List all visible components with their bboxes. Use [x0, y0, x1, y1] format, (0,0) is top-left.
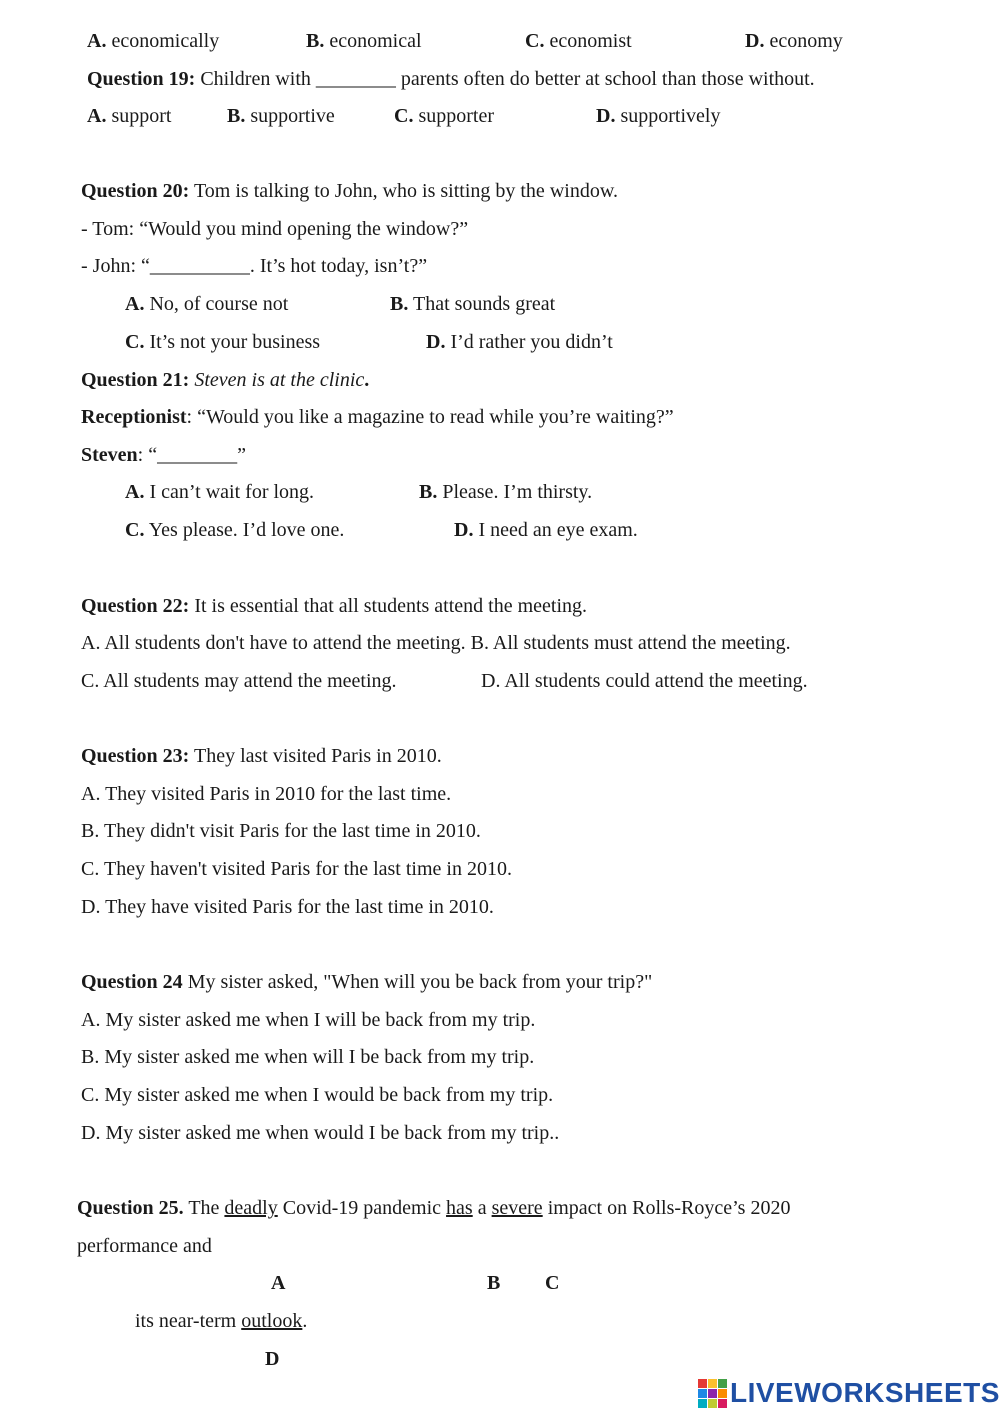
- q19-option-a: A. support: [87, 105, 172, 127]
- q22-option-d: D. All students could attend the meeting.: [481, 670, 808, 692]
- q19-option-c: C. supporter: [394, 105, 494, 127]
- q20-stem: Question 20: Tom is talking to John, who is sitting by the window.: [81, 180, 618, 202]
- brand-name: LIVEWORKSHEETS: [730, 1377, 1000, 1408]
- q19-stem: Question 19: Children with ________ parents often do better at school than those without.: [87, 68, 815, 90]
- q25-marker-b: B: [487, 1272, 501, 1294]
- q23-option-d: D. They have visited Paris for the last time in 2010.: [81, 896, 494, 918]
- q23-stem: Question 23: They last visited Paris in 2010.: [81, 745, 442, 767]
- q20-dialog-john: - John: “__________. It’s hot today, isn’t?”: [81, 255, 428, 277]
- q24-stem: Question 24 My sister asked, "When will you be back from your trip?": [81, 971, 653, 993]
- q25-marker-a: A: [271, 1272, 286, 1294]
- q23-option-a: A. They visited Paris in 2010 for the last time.: [81, 783, 452, 805]
- q19-option-b: B. supportive: [227, 105, 335, 127]
- q24-option-d: D. My sister asked me when would I be back from my trip..: [81, 1122, 560, 1144]
- q25-stem: Question 25. The deadly Covid-19 pandemic has a severe impact on Rolls-Royce’s 2020: [77, 1197, 791, 1219]
- q22-option-c: C. All students may attend the meeting.: [81, 670, 397, 692]
- q24-option-c: C. My sister asked me when I would be back from my trip.: [81, 1084, 554, 1106]
- liveworksheets-logo: [698, 1376, 1000, 1410]
- q25-stem-line2: performance and: [77, 1235, 212, 1257]
- q20-option-d: D. I’d rather you didn’t: [426, 331, 613, 353]
- q20-option-a: A. No, of course not: [125, 293, 289, 315]
- q18-option-a: A. economically: [87, 30, 220, 52]
- q23-option-c: C. They haven't visited Paris for the last time in 2010.: [81, 858, 512, 880]
- q24-option-a: A. My sister asked me when I will be back from my trip.: [81, 1009, 536, 1031]
- q19-option-d: D. supportively: [596, 105, 721, 127]
- q20-option-b: B. That sounds great: [390, 293, 556, 315]
- q22-stem: Question 22: It is essential that all students attend the meeting.: [81, 595, 588, 617]
- q18-option-c: C. economist: [525, 30, 632, 52]
- q20-dialog-tom: - Tom: “Would you mind opening the window?”: [81, 218, 469, 240]
- q21-stem: Question 21: Steven is at the clinic.: [81, 369, 370, 391]
- logo-grid-icon: [698, 1379, 727, 1408]
- q21-option-c: C. Yes please. I’d love one.: [125, 519, 345, 541]
- q21-dialog-steven: Steven: “________”: [81, 444, 246, 466]
- q21-dialog-receptionist: Receptionist: “Would you like a magazine to read while you’re waiting?”: [81, 406, 674, 428]
- q21-option-d: D. I need an eye exam.: [454, 519, 638, 541]
- q23-option-b: B. They didn't visit Paris for the last time in 2010.: [81, 820, 481, 842]
- q18-option-b: B. economical: [306, 30, 422, 52]
- q18-option-d: D. economy: [745, 30, 843, 52]
- q22-options-ab: A. All students don't have to attend the meeting. B. All students must attend the meeting.: [81, 632, 791, 654]
- q24-option-b: B. My sister asked me when will I be back from my trip.: [81, 1046, 535, 1068]
- q25-stem-line3: its near-term outlook.: [135, 1310, 308, 1332]
- q25-marker-d: D: [265, 1348, 280, 1370]
- q20-option-c: C. It’s not your business: [125, 331, 321, 353]
- q21-option-b: B. Please. I’m thirsty.: [419, 481, 593, 503]
- q21-option-a: A. I can’t wait for long.: [125, 481, 315, 503]
- q25-marker-c: C: [545, 1272, 560, 1294]
